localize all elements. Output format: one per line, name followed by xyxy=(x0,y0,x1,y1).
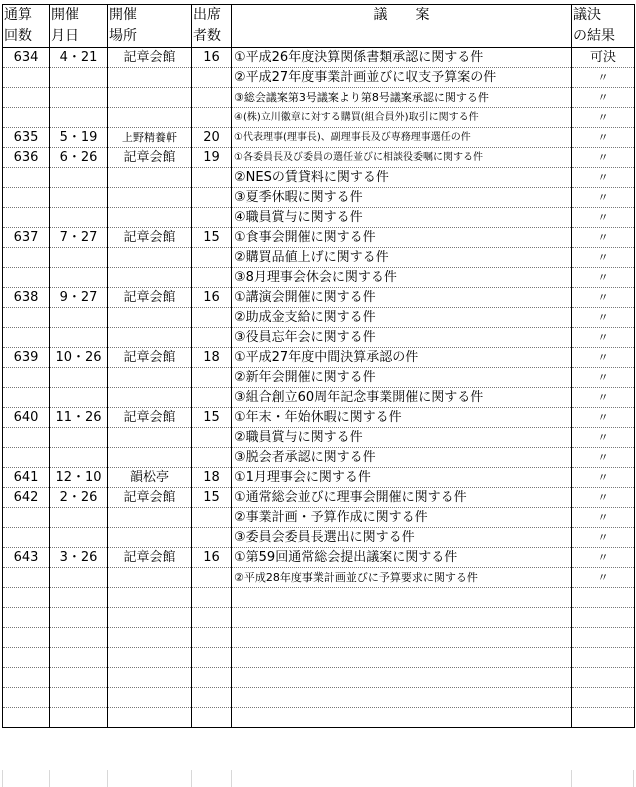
agenda-cell: ②職員賞与に関する件 xyxy=(232,428,572,448)
result-cell: 〃 xyxy=(572,368,635,388)
agenda-cell: ①各委員長及び委員の選任並びに相談役委嘱に関する件 xyxy=(232,148,572,168)
attendance-cell xyxy=(192,448,232,468)
attendance-cell xyxy=(192,68,232,88)
attendance-cell xyxy=(192,108,232,128)
meeting-number-cell: 642 xyxy=(3,488,50,508)
meeting-place-cell xyxy=(108,248,192,268)
agenda-cell: ③組合創立60周年記念事業開催に関する件 xyxy=(232,388,572,408)
agenda-cell: ③脱会者承認に関する件 xyxy=(232,448,572,468)
attendance-cell xyxy=(192,388,232,408)
meeting-place-cell xyxy=(108,268,192,288)
table-row xyxy=(3,108,635,128)
meeting-date-cell xyxy=(50,508,108,528)
attendance-cell xyxy=(192,508,232,528)
result-cell: 〃 xyxy=(572,248,635,268)
table-row xyxy=(3,268,635,288)
attendance-cell xyxy=(192,188,232,208)
attendance-cell xyxy=(192,328,232,348)
result-cell: 可決 xyxy=(572,48,635,68)
meeting-place-cell xyxy=(108,88,192,108)
result-cell xyxy=(572,688,635,708)
agenda-cell: ③総会議案第3号議案より第8号議案承認に関する件 xyxy=(232,88,572,108)
agenda-cell: ③役員忘年会に関する件 xyxy=(232,328,572,348)
sheet-gridlines xyxy=(2,770,634,787)
result-cell: 〃 xyxy=(572,168,635,188)
agenda-cell xyxy=(232,668,572,688)
agenda-cell: ①年末・年始休暇に関する件 xyxy=(232,408,572,428)
agenda-cell: ①1月理事会に関する件 xyxy=(232,468,572,488)
result-cell: 〃 xyxy=(572,488,635,508)
header-cell-place-2: 場所 xyxy=(108,26,192,48)
meeting-date-cell xyxy=(50,248,108,268)
attendance-cell xyxy=(192,668,232,688)
agenda-cell: ①平成26年度決算関係書類承認に関する件 xyxy=(232,48,572,68)
meeting-date-cell xyxy=(50,708,108,728)
meeting-place-cell xyxy=(108,368,192,388)
meeting-number-cell xyxy=(3,508,50,528)
meeting-number-cell xyxy=(3,608,50,628)
meeting-number-cell xyxy=(3,708,50,728)
meeting-date-cell xyxy=(50,308,108,328)
result-cell: 〃 xyxy=(572,328,635,348)
meeting-place-cell xyxy=(108,568,192,588)
table-row xyxy=(3,568,635,588)
meeting-date-cell: 5・19 xyxy=(50,128,108,148)
meeting-number-cell xyxy=(3,108,50,128)
meeting-place-cell xyxy=(108,308,192,328)
meeting-number-cell xyxy=(3,68,50,88)
attendance-cell xyxy=(192,168,232,188)
header-cell-number: 通算 xyxy=(3,5,50,27)
attendance-cell xyxy=(192,248,232,268)
agenda-cell: ①代表理事(理事長)、副理事長及び専務理事選任の件 xyxy=(232,128,572,148)
result-cell: 〃 xyxy=(572,408,635,428)
table-row xyxy=(3,48,635,68)
meeting-place-cell xyxy=(108,628,192,648)
meeting-date-cell xyxy=(50,208,108,228)
table-row xyxy=(3,508,635,528)
meeting-place-cell: 記章会館 xyxy=(108,148,192,168)
meeting-place-cell: 記章会館 xyxy=(108,48,192,68)
result-cell: 〃 xyxy=(572,548,635,568)
meeting-date-cell xyxy=(50,88,108,108)
meeting-place-cell xyxy=(108,188,192,208)
table-row xyxy=(3,148,635,168)
header-cell-date-2: 月日 xyxy=(50,26,108,48)
meeting-date-cell xyxy=(50,68,108,88)
meeting-date-cell xyxy=(50,688,108,708)
attendance-cell: 15 xyxy=(192,488,232,508)
result-cell: 〃 xyxy=(572,388,635,408)
table-row xyxy=(3,688,635,708)
agenda-cell: ②事業計画・予算作成に関する件 xyxy=(232,508,572,528)
meeting-date-cell: 7・27 xyxy=(50,228,108,248)
header-row-2 xyxy=(3,26,635,48)
meeting-number-cell: 635 xyxy=(3,128,50,148)
attendance-cell xyxy=(192,568,232,588)
result-cell xyxy=(572,708,635,728)
table-row xyxy=(3,188,635,208)
meeting-date-cell xyxy=(50,388,108,408)
table-row xyxy=(3,548,635,568)
table-row xyxy=(3,388,635,408)
meeting-number-cell: 636 xyxy=(3,148,50,168)
meeting-date-cell: 2・26 xyxy=(50,488,108,508)
table-row xyxy=(3,368,635,388)
attendance-cell xyxy=(192,268,232,288)
attendance-cell: 18 xyxy=(192,468,232,488)
table-row xyxy=(3,408,635,428)
result-cell: 〃 xyxy=(572,468,635,488)
meeting-number-cell: 641 xyxy=(3,468,50,488)
agenda-cell xyxy=(232,588,572,608)
result-cell: 〃 xyxy=(572,208,635,228)
table-row xyxy=(3,348,635,368)
attendance-cell xyxy=(192,88,232,108)
table-row xyxy=(3,308,635,328)
attendance-cell: 15 xyxy=(192,408,232,428)
board-meeting-table xyxy=(2,4,635,728)
meeting-place-cell xyxy=(108,428,192,448)
agenda-cell: ②助成金支給に関する件 xyxy=(232,308,572,328)
meeting-date-cell: 6・26 xyxy=(50,148,108,168)
table-row xyxy=(3,228,635,248)
result-cell: 〃 xyxy=(572,108,635,128)
agenda-cell: ②平成27年度事業計画並びに収支予算案の件 xyxy=(232,68,572,88)
header-cell-result-2: の結果 xyxy=(572,26,635,48)
table-row xyxy=(3,628,635,648)
attendance-cell xyxy=(192,208,232,228)
meeting-place-cell xyxy=(108,668,192,688)
meeting-place-cell xyxy=(108,528,192,548)
table-row xyxy=(3,668,635,688)
table-row xyxy=(3,528,635,548)
attendance-cell: 15 xyxy=(192,228,232,248)
agenda-cell: ①講演会開催に関する件 xyxy=(232,288,572,308)
result-cell xyxy=(572,668,635,688)
attendance-cell xyxy=(192,368,232,388)
meeting-number-cell xyxy=(3,528,50,548)
attendance-cell xyxy=(192,428,232,448)
result-cell: 〃 xyxy=(572,428,635,448)
meeting-number-cell xyxy=(3,588,50,608)
meeting-number-cell xyxy=(3,268,50,288)
attendance-cell xyxy=(192,688,232,708)
meeting-date-cell: 3・26 xyxy=(50,548,108,568)
attendance-cell xyxy=(192,588,232,608)
attendance-cell: 18 xyxy=(192,348,232,368)
result-cell: 〃 xyxy=(572,508,635,528)
meeting-number-cell xyxy=(3,648,50,668)
meeting-place-cell xyxy=(108,648,192,668)
header-cell-attendance-2: 者数 xyxy=(192,26,232,48)
table-row xyxy=(3,428,635,448)
attendance-cell xyxy=(192,308,232,328)
result-cell xyxy=(572,608,635,628)
meeting-date-cell xyxy=(50,568,108,588)
attendance-cell: 16 xyxy=(192,548,232,568)
meeting-place-cell xyxy=(108,688,192,708)
meeting-number-cell: 637 xyxy=(3,228,50,248)
agenda-cell: ①通常総会並びに理事会開催に関する件 xyxy=(232,488,572,508)
attendance-cell xyxy=(192,628,232,648)
meeting-number-cell xyxy=(3,168,50,188)
table-row xyxy=(3,708,635,728)
meeting-number-cell xyxy=(3,328,50,348)
meeting-number-cell xyxy=(3,248,50,268)
table-row xyxy=(3,588,635,608)
meeting-number-cell xyxy=(3,448,50,468)
table-row xyxy=(3,88,635,108)
agenda-cell: ②新年会開催に関する件 xyxy=(232,368,572,388)
result-cell: 〃 xyxy=(572,88,635,108)
meeting-place-cell xyxy=(108,448,192,468)
result-cell: 〃 xyxy=(572,188,635,208)
agenda-cell: ②購買品値上げに関する件 xyxy=(232,248,572,268)
header-cell-result: 議決 xyxy=(572,5,635,27)
attendance-cell: 19 xyxy=(192,148,232,168)
agenda-cell: ②NESの賃貸料に関する件 xyxy=(232,168,572,188)
result-cell: 〃 xyxy=(572,308,635,328)
header-cell-place: 開催 xyxy=(108,5,192,27)
meeting-place-cell: 記章会館 xyxy=(108,408,192,428)
meeting-number-cell: 639 xyxy=(3,348,50,368)
table-row xyxy=(3,68,635,88)
meeting-number-cell xyxy=(3,388,50,408)
meeting-number-cell xyxy=(3,208,50,228)
meeting-place-cell: 記章会館 xyxy=(108,288,192,308)
table-row xyxy=(3,168,635,188)
meeting-number-cell: 643 xyxy=(3,548,50,568)
agenda-cell xyxy=(232,628,572,648)
meeting-place-cell: 記章会館 xyxy=(108,228,192,248)
agenda-cell: ①平成27年度中間決算承認の件 xyxy=(232,348,572,368)
agenda-cell: ④職員賞与に関する件 xyxy=(232,208,572,228)
meeting-date-cell xyxy=(50,628,108,648)
meeting-number-cell xyxy=(3,628,50,648)
result-cell xyxy=(572,588,635,608)
header-cell-agenda-2 xyxy=(232,26,572,48)
meeting-place-cell xyxy=(108,208,192,228)
table-row xyxy=(3,208,635,228)
meeting-date-cell xyxy=(50,448,108,468)
meeting-date-cell xyxy=(50,188,108,208)
meeting-number-cell xyxy=(3,188,50,208)
meeting-place-cell xyxy=(108,168,192,188)
result-cell: 〃 xyxy=(572,68,635,88)
result-cell: 〃 xyxy=(572,528,635,548)
result-cell: 〃 xyxy=(572,128,635,148)
table-row xyxy=(3,248,635,268)
header-cell-attendance: 出席 xyxy=(192,5,232,27)
meeting-place-cell: 上野精養軒 xyxy=(108,128,192,148)
result-cell: 〃 xyxy=(572,228,635,248)
meeting-date-cell xyxy=(50,268,108,288)
header-cell-date: 開催 xyxy=(50,5,108,27)
meeting-place-cell xyxy=(108,708,192,728)
meeting-place-cell xyxy=(108,388,192,408)
agenda-cell xyxy=(232,688,572,708)
attendance-cell: 16 xyxy=(192,288,232,308)
meeting-date-cell: 4・21 xyxy=(50,48,108,68)
meeting-place-cell xyxy=(108,68,192,88)
meeting-place-cell xyxy=(108,588,192,608)
attendance-cell: 16 xyxy=(192,48,232,68)
meeting-number-cell xyxy=(3,568,50,588)
header-row-1 xyxy=(3,5,635,27)
agenda-cell: ③夏季休暇に関する件 xyxy=(232,188,572,208)
result-cell: 〃 xyxy=(572,268,635,288)
result-cell: 〃 xyxy=(572,348,635,368)
meeting-date-cell xyxy=(50,428,108,448)
result-cell xyxy=(572,628,635,648)
header-cell-number-2: 回数 xyxy=(3,26,50,48)
result-cell: 〃 xyxy=(572,148,635,168)
agenda-cell: ③委員会委員長選出に関する件 xyxy=(232,528,572,548)
meeting-date-cell xyxy=(50,668,108,688)
meeting-date-cell xyxy=(50,108,108,128)
table-row xyxy=(3,648,635,668)
agenda-cell: ①食事会開催に関する件 xyxy=(232,228,572,248)
meeting-date-cell: 12・10 xyxy=(50,468,108,488)
meeting-number-cell xyxy=(3,668,50,688)
attendance-cell xyxy=(192,648,232,668)
meeting-place-cell: 記章会館 xyxy=(108,488,192,508)
agenda-cell xyxy=(232,608,572,628)
meeting-number-cell xyxy=(3,88,50,108)
meeting-place-cell: 韻松亭 xyxy=(108,468,192,488)
attendance-cell xyxy=(192,528,232,548)
agenda-cell xyxy=(232,708,572,728)
agenda-cell: ②平成28年度事業計画並びに予算要求に関する件 xyxy=(232,568,572,588)
meeting-date-cell: 9・27 xyxy=(50,288,108,308)
meeting-date-cell xyxy=(50,608,108,628)
agenda-cell xyxy=(232,648,572,668)
meeting-date-cell xyxy=(50,648,108,668)
meeting-number-cell xyxy=(3,368,50,388)
table-row xyxy=(3,608,635,628)
result-cell: 〃 xyxy=(572,448,635,468)
meeting-number-cell xyxy=(3,688,50,708)
meeting-place-cell: 記章会館 xyxy=(108,548,192,568)
meeting-number-cell: 638 xyxy=(3,288,50,308)
result-cell: 〃 xyxy=(572,568,635,588)
meeting-place-cell: 記章会館 xyxy=(108,348,192,368)
meeting-date-cell xyxy=(50,588,108,608)
table-row xyxy=(3,328,635,348)
meeting-date-cell xyxy=(50,368,108,388)
table-row xyxy=(3,128,635,148)
meeting-date-cell: 10・26 xyxy=(50,348,108,368)
meeting-date-cell: 11・26 xyxy=(50,408,108,428)
result-cell: 〃 xyxy=(572,288,635,308)
meeting-date-cell xyxy=(50,168,108,188)
meeting-number-cell: 634 xyxy=(3,48,50,68)
table-row xyxy=(3,488,635,508)
meeting-number-cell xyxy=(3,428,50,448)
agenda-cell: ④(株)立川徽章に対する購買(組合員外)取引に関する件 xyxy=(232,108,572,128)
meeting-number-cell xyxy=(3,308,50,328)
attendance-cell: 20 xyxy=(192,128,232,148)
header-cell-agenda: 議 案 xyxy=(232,5,572,27)
attendance-cell xyxy=(192,608,232,628)
table-row xyxy=(3,288,635,308)
meeting-place-cell xyxy=(108,108,192,128)
meeting-date-cell xyxy=(50,328,108,348)
result-cell xyxy=(572,648,635,668)
meeting-place-cell xyxy=(108,608,192,628)
table-row xyxy=(3,448,635,468)
meeting-place-cell xyxy=(108,508,192,528)
meeting-date-cell xyxy=(50,528,108,548)
meeting-number-cell: 640 xyxy=(3,408,50,428)
spreadsheet-table-container xyxy=(2,4,634,728)
attendance-cell xyxy=(192,708,232,728)
agenda-cell: ③8月理事会休会に関する件 xyxy=(232,268,572,288)
agenda-cell: ①第59回通常総会提出議案に関する件 xyxy=(232,548,572,568)
table-row xyxy=(3,468,635,488)
meeting-place-cell xyxy=(108,328,192,348)
